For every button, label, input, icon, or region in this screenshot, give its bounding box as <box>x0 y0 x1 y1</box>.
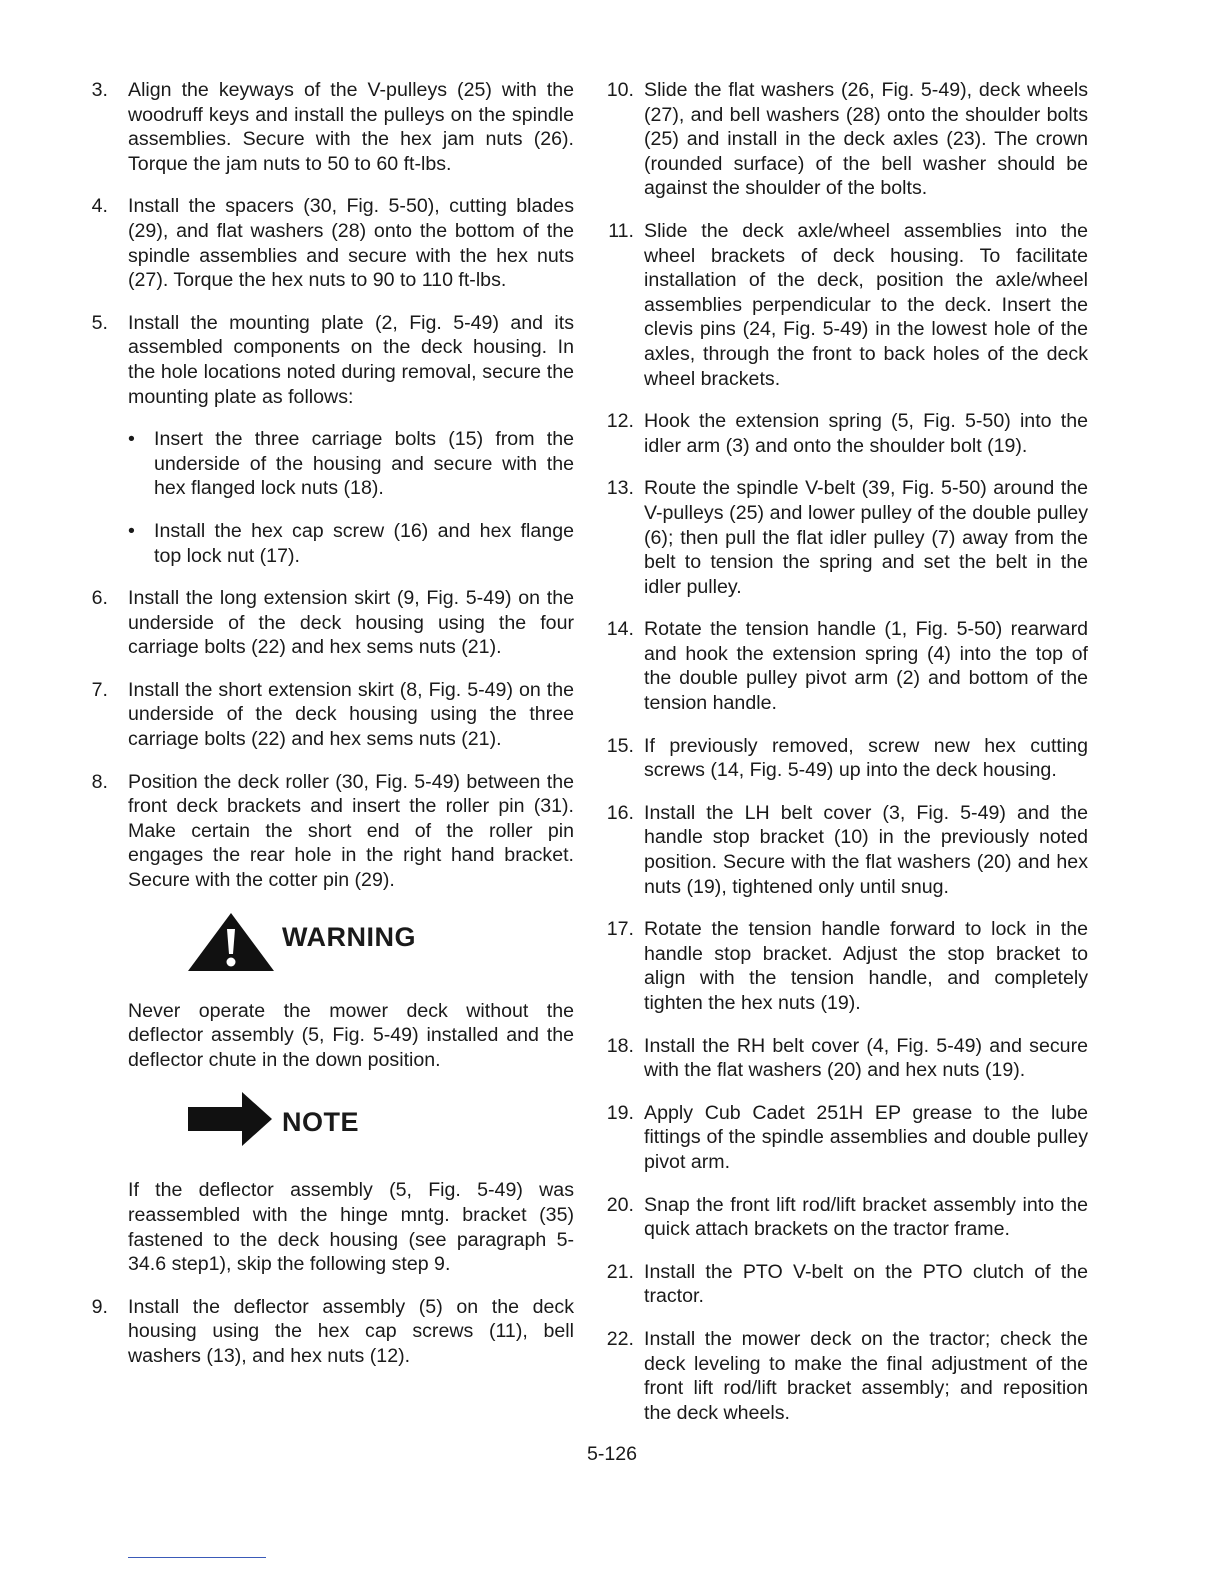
bullet-text: Install the hex cap screw (16) and hex flange top lock nut (17). <box>154 519 574 567</box>
bullet-item <box>88 427 574 501</box>
step-19 <box>604 1101 1088 1175</box>
step-number: 12. <box>606 410 634 433</box>
step-text: If previously removed, screw new hex cutting screws (14, Fig. 5-49) up into the deck housing. <box>644 734 1088 782</box>
step-number: 17. <box>606 918 634 941</box>
step-text: Snap the front lift rod/lift bracket assembly into the quick attach brackets on the tractor frame. <box>644 1193 1088 1241</box>
step-text: Install the short extension skirt (8, Fig. 5-49) on the underside of the deck housing using the three carriage bolts (22) and hex sems nuts (21). <box>128 678 574 751</box>
step-text: Install the LH belt cover (3, Fig. 5-49) and the handle stop bracket (10) in the previously noted position. Secure with the flat washers (20) and hex nuts (19), tightened only until snug. <box>644 801 1088 898</box>
arrow-right-icon <box>186 1090 276 1152</box>
step-text: Install the mounting plate (2, Fig. 5-49) and its assembled components on the deck housing. In the hole locations noted during removal, secure the mounting plate as follows: <box>128 311 574 408</box>
step-text: Align the keyways of the V-pulleys (25) with the woodruff keys and install the pulleys on the spindle assemblies. Secure with the hex jam nuts (26). Torque the jam nuts to 50 to 60 ft-lbs. <box>128 79 574 175</box>
step-20 <box>604 1193 1088 1242</box>
step-18 <box>604 1034 1088 1083</box>
step-number: 4. <box>91 195 108 218</box>
step-3 <box>88 78 574 176</box>
step-text: Apply Cub Cadet 251H EP grease to the lube fittings of the spindle assemblies and double pulley pivot arm. <box>644 1101 1088 1173</box>
step-text: Install the RH belt cover (4, Fig. 5-49) and secure with the flat washers (20) and hex nuts (19). <box>644 1034 1088 1082</box>
step-14 <box>604 617 1088 715</box>
step-number: 7. <box>91 678 108 701</box>
step-15 <box>604 734 1088 783</box>
note-callout <box>88 1090 574 1150</box>
step-number: 22. <box>606 1327 634 1350</box>
step-text: Install the deflector assembly (5) on the deck housing using the hex cap screws (11), bell washers (13), and hex nuts (12). <box>128 1295 574 1367</box>
warning-triangle-icon <box>186 911 276 973</box>
step-number: 15. <box>606 734 634 757</box>
step-number: 20. <box>606 1193 634 1216</box>
step-number: 18. <box>606 1034 634 1057</box>
step-number: 19. <box>606 1101 634 1124</box>
step-11 <box>604 219 1088 391</box>
step-text: Slide the flat washers (26, Fig. 5-49), deck wheels (27), and bell washers (28) onto the shoulder bolts (25) and install in the deck axles (23). The crown (rounded surface) of the bell washer should be against the shoulder of the bolts. <box>644 79 1088 200</box>
step-number: 8. <box>91 770 108 793</box>
step-text: Position the deck roller (30, Fig. 5-49) between the front deck brackets and insert the roller pin (31). Make certain the short end of the roller pin engages the rear hole in the right hand bracket. Secure with the cotter pin (29). <box>128 770 574 892</box>
step-number: 10. <box>606 79 634 101</box>
step-16 <box>604 801 1088 899</box>
step-22 <box>604 1327 1088 1425</box>
step-5 <box>88 311 574 409</box>
step-13 <box>604 476 1088 599</box>
step-text: Rotate the tension handle forward to lock in the handle stop bracket. Adjust the stop bracket to align with the tension handle, and completely tighten the hex nuts (19). <box>644 918 1088 1014</box>
step-6 <box>88 586 574 660</box>
step-21 <box>604 1260 1088 1309</box>
step-number: 6. <box>91 587 108 610</box>
footer-rule <box>128 1557 266 1558</box>
step-text: Install the spacers (30, Fig. 5-50), cutting blades (29), and flat washers (28) onto the bottom of the spindle assemblies and secure with the hex nuts (27). Torque the hex nuts to 90 to 110 ft-lbs. <box>128 195 574 292</box>
warning-text: Never operate the mower deck without the deflector assembly (5, Fig. 5-49) installed and the deflector chute in the down position. <box>128 999 574 1071</box>
bullet-dot: • <box>128 428 135 451</box>
step-4 <box>88 194 574 292</box>
step-number: 11. <box>608 219 634 242</box>
bullet-dot: • <box>128 519 135 542</box>
step-number: 3. <box>91 79 108 101</box>
step-7 <box>88 678 574 752</box>
step-number: 16. <box>606 801 634 824</box>
step-text: Install the mower deck on the tractor; check the deck leveling to make the final adjustment of the front lift rod/lift bracket assembly; and reposition the deck wheels. <box>644 1327 1088 1424</box>
left-column <box>88 78 574 1387</box>
bullet-item <box>88 519 574 568</box>
note-label: NOTE <box>282 1107 360 1138</box>
step-number: 14. <box>606 618 634 641</box>
bullet-text: Insert the three carriage bolts (15) from the underside of the housing and secure with the hex flanged lock nuts (18). <box>154 428 574 500</box>
step-text: Install the PTO V-belt on the PTO clutch of the tractor. <box>644 1260 1088 1308</box>
step-8 <box>88 770 574 893</box>
warning-label: WARNING <box>282 921 416 952</box>
step-17 <box>604 917 1088 1015</box>
step-9 <box>88 1295 574 1369</box>
warning-callout <box>88 911 574 971</box>
page-number: 5-126 <box>586 1443 638 1465</box>
step-text: Rotate the tension handle (1, Fig. 5-50) rearward and hook the extension spring (4) into the top of the double pulley pivot arm (2) and bottom of the tension handle. <box>644 618 1088 715</box>
step-text: Install the long extension skirt (9, Fig. 5-49) on the underside of the deck housing using the four carriage bolts (22) and hex sems nuts (21). <box>128 587 574 659</box>
step-text: Slide the deck axle/wheel assemblies into the wheel brackets of deck housing. To facilitate installation of the deck, position the axle/wheel assemblies perpendicular to the deck. Insert the clevis pins (24, Fig. 5-49) in the lowest hole of the axles, through the front to back holes of the deck wheel brackets. <box>644 219 1088 390</box>
step-12 <box>604 409 1088 458</box>
step-text: Route the spindle V-belt (39, Fig. 5-50) around the V-pulleys (25) and lower pulley of the double pulley (6); then pull the flat idler pulley (7) away from the belt to tension the spring and set the belt in the idler pulley. <box>644 477 1088 598</box>
right-column <box>604 78 1088 1443</box>
step-number: 13. <box>606 477 634 500</box>
step-number: 9. <box>91 1295 108 1318</box>
step-number: 5. <box>91 311 108 334</box>
note-text: If the deflector assembly (5, Fig. 5-49) was reassembled with the hinge mntg. bracket (35) fastened to the deck housing (see paragraph 5-34.6 step1), skip the following step 9. <box>128 1179 574 1276</box>
step-number: 21. <box>606 1260 634 1283</box>
step-text: Hook the extension spring (5, Fig. 5-50) into the idler arm (3) and onto the shoulder bolt (19). <box>644 410 1088 457</box>
step-10 <box>604 78 1088 201</box>
